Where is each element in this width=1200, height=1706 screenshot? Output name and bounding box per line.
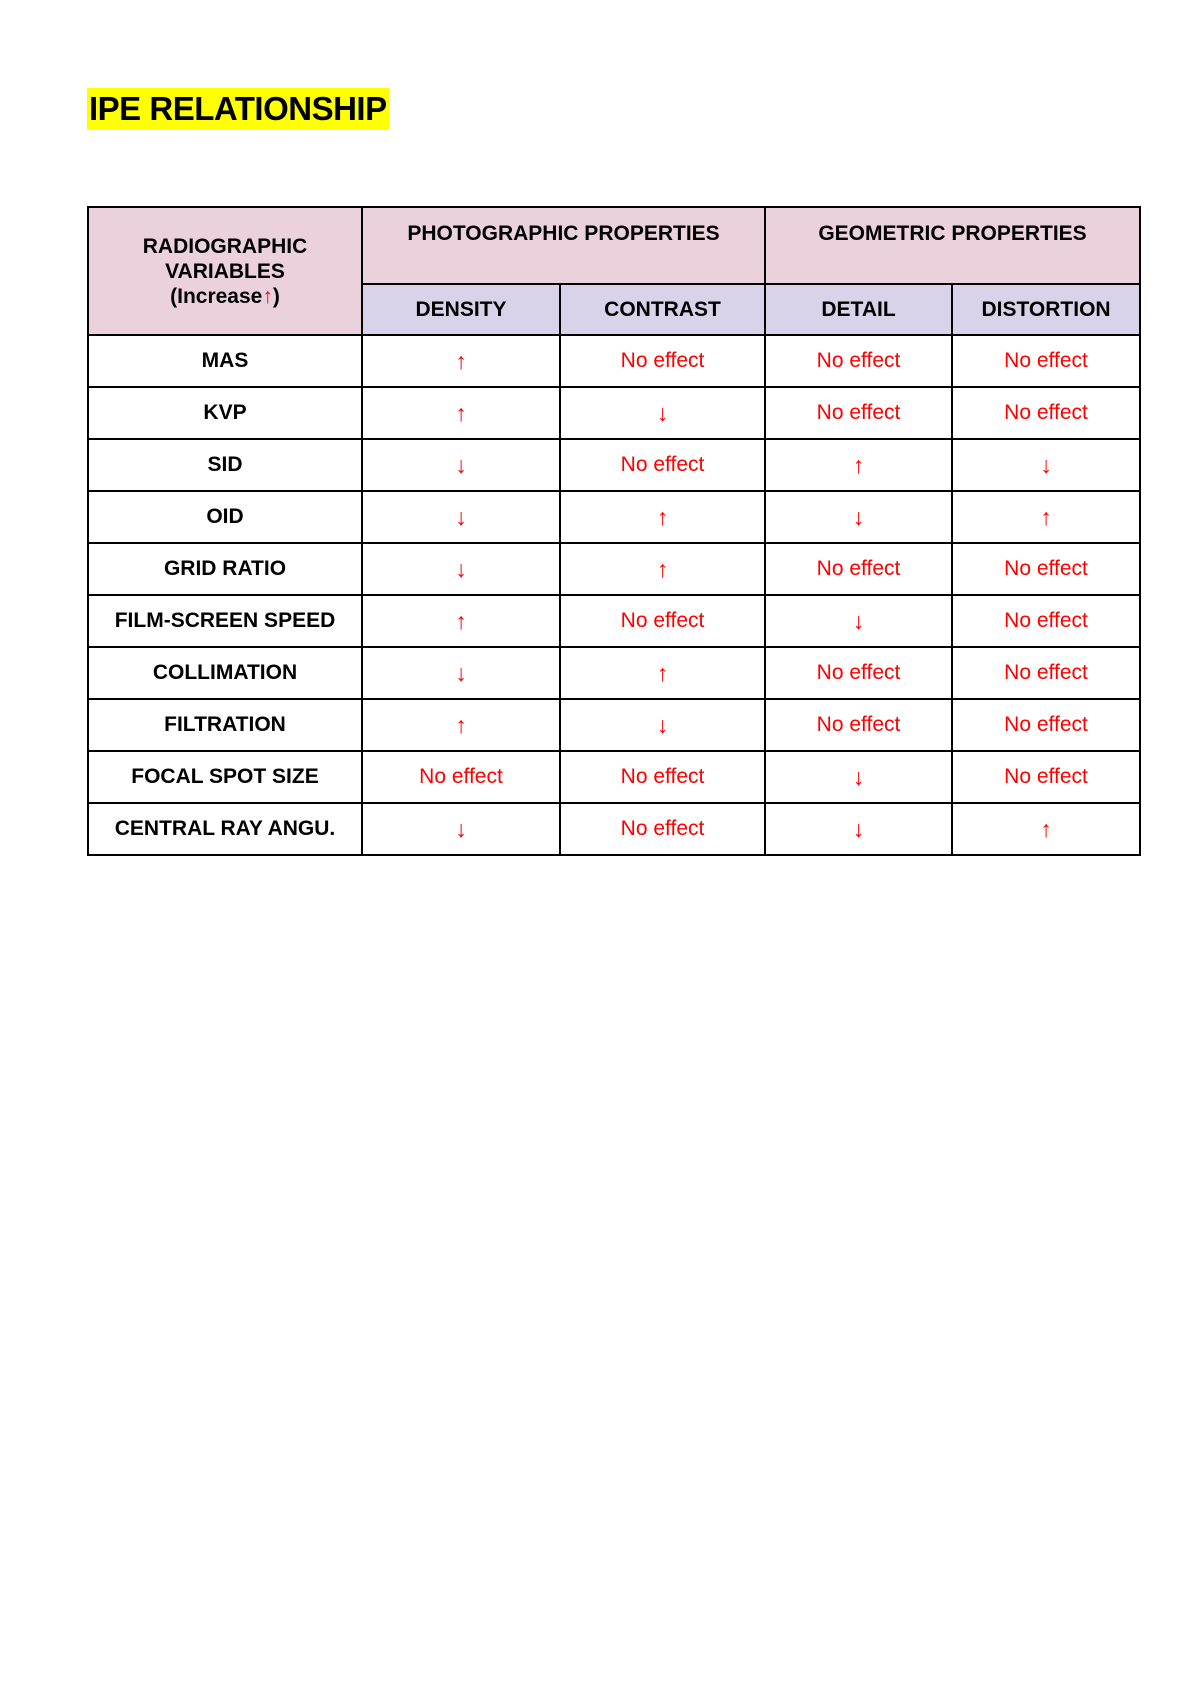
arrow-up-icon: ↑ xyxy=(656,659,669,686)
effect-text: No effect xyxy=(1004,401,1088,424)
variable-cell: FOCAL SPOT SIZE xyxy=(88,751,362,803)
arrow-up-icon: ↑ xyxy=(852,451,865,478)
distortion-effect-cell xyxy=(952,387,1140,439)
variable-cell: GRID RATIO xyxy=(88,543,362,595)
arrow-down-icon: ↓ xyxy=(455,503,467,530)
density-effect-cell xyxy=(362,387,560,439)
density-effect-cell xyxy=(362,491,560,543)
effect-text: No effect xyxy=(816,713,901,736)
table-row xyxy=(88,595,1140,647)
arrow-down-icon: ↓ xyxy=(455,659,467,686)
distortion-header: DISTORTION xyxy=(952,284,1140,335)
detail-header: DETAIL xyxy=(765,284,952,335)
variable-cell: COLLIMATION xyxy=(88,647,362,699)
header-var-line2: VARIABLES xyxy=(165,259,285,283)
detail-effect-cell xyxy=(765,491,952,543)
effect-text: No effect xyxy=(1004,661,1088,684)
contrast-effect-cell xyxy=(560,335,765,387)
detail-effect-cell xyxy=(765,543,952,595)
arrow-up-icon: ↑ xyxy=(1040,503,1052,530)
density-effect-cell xyxy=(362,543,560,595)
variable-cell: OID xyxy=(88,491,362,543)
page-title: IPE RELATIONSHIP xyxy=(87,88,389,130)
arrow-down-icon: ↓ xyxy=(455,555,467,582)
variable-cell: FILTRATION xyxy=(88,699,362,751)
table-row xyxy=(88,699,1140,751)
contrast-effect-cell xyxy=(560,595,765,647)
effect-text: No effect xyxy=(1004,713,1088,736)
detail-effect-cell xyxy=(765,699,952,751)
variable-cell: CENTRAL RAY ANGU. xyxy=(88,803,362,855)
contrast-effect-cell xyxy=(560,751,765,803)
detail-effect-cell xyxy=(765,647,952,699)
table-row xyxy=(88,803,1140,855)
arrow-down-icon: ↓ xyxy=(455,815,467,842)
distortion-effect-cell xyxy=(952,335,1140,387)
table-row xyxy=(88,543,1140,595)
radiographic-variables-header xyxy=(88,207,362,335)
density-effect-cell xyxy=(362,751,560,803)
detail-effect-cell xyxy=(765,751,952,803)
header-row-groups xyxy=(88,207,1140,284)
variable-cell: MAS xyxy=(88,335,362,387)
density-effect-cell xyxy=(362,439,560,491)
distortion-effect-cell xyxy=(952,439,1140,491)
contrast-effect-cell xyxy=(560,491,765,543)
table-row xyxy=(88,387,1140,439)
arrow-down-icon: ↓ xyxy=(656,711,669,738)
contrast-effect-cell xyxy=(560,803,765,855)
effect-text: No effect xyxy=(620,349,705,372)
header-var-line3-suffix: ) xyxy=(272,284,280,308)
density-effect-cell xyxy=(362,595,560,647)
effect-text: No effect xyxy=(620,765,705,788)
variable-cell: SID xyxy=(88,439,362,491)
effect-text: No effect xyxy=(1004,557,1088,580)
header-var-line3 xyxy=(89,284,361,309)
contrast-effect-cell xyxy=(560,647,765,699)
effect-text: No effect xyxy=(816,557,901,580)
distortion-effect-cell xyxy=(952,491,1140,543)
arrow-down-icon: ↓ xyxy=(455,451,467,478)
photographic-properties-header: PHOTOGRAPHIC PROPERTIES xyxy=(362,207,765,284)
header-var-line1: RADIOGRAPHIC xyxy=(142,234,308,258)
effect-text: No effect xyxy=(1004,609,1088,632)
header-var-line3-prefix: (Increase xyxy=(170,284,263,308)
effect-text: No effect xyxy=(620,609,705,632)
arrow-down-icon: ↓ xyxy=(656,399,669,426)
arrow-down-icon: ↓ xyxy=(852,763,865,790)
effect-text: No effect xyxy=(620,453,705,476)
effect-text: No effect xyxy=(419,765,503,788)
density-effect-cell xyxy=(362,699,560,751)
ipe-relationship-table xyxy=(87,206,1141,856)
arrow-down-icon: ↓ xyxy=(1040,451,1052,478)
contrast-header: CONTRAST xyxy=(560,284,765,335)
arrow-up-icon: ↑ xyxy=(656,503,669,530)
detail-effect-cell xyxy=(765,387,952,439)
distortion-effect-cell xyxy=(952,699,1140,751)
distortion-effect-cell xyxy=(952,595,1140,647)
effect-text: No effect xyxy=(1004,349,1088,372)
increase-arrow-icon: ↑ xyxy=(262,284,273,308)
arrow-up-icon: ↑ xyxy=(1040,815,1052,842)
detail-effect-cell xyxy=(765,335,952,387)
arrow-up-icon: ↑ xyxy=(455,607,467,634)
table-row xyxy=(88,335,1140,387)
detail-effect-cell xyxy=(765,595,952,647)
arrow-down-icon: ↓ xyxy=(852,607,865,634)
contrast-effect-cell xyxy=(560,439,765,491)
geometric-properties-header: GEOMETRIC PROPERTIES xyxy=(765,207,1140,284)
arrow-up-icon: ↑ xyxy=(455,399,467,426)
arrow-down-icon: ↓ xyxy=(852,503,865,530)
density-header: DENSITY xyxy=(362,284,560,335)
effect-text: No effect xyxy=(816,661,901,684)
effect-text: No effect xyxy=(1004,765,1088,788)
arrow-down-icon: ↓ xyxy=(852,815,865,842)
detail-effect-cell xyxy=(765,803,952,855)
contrast-effect-cell xyxy=(560,387,765,439)
table-row xyxy=(88,647,1140,699)
arrow-up-icon: ↑ xyxy=(656,555,669,582)
variable-cell: FILM-SCREEN SPEED xyxy=(88,595,362,647)
detail-effect-cell xyxy=(765,439,952,491)
table-row xyxy=(88,439,1140,491)
density-effect-cell xyxy=(362,803,560,855)
distortion-effect-cell xyxy=(952,647,1140,699)
effect-text: No effect xyxy=(816,401,901,424)
arrow-up-icon: ↑ xyxy=(455,711,467,738)
arrow-up-icon: ↑ xyxy=(455,347,467,374)
effect-text: No effect xyxy=(620,817,705,840)
effect-text: No effect xyxy=(816,349,901,372)
contrast-effect-cell xyxy=(560,699,765,751)
table-row xyxy=(88,491,1140,543)
distortion-effect-cell xyxy=(952,803,1140,855)
distortion-effect-cell xyxy=(952,543,1140,595)
table-row xyxy=(88,751,1140,803)
density-effect-cell xyxy=(362,647,560,699)
distortion-effect-cell xyxy=(952,751,1140,803)
contrast-effect-cell xyxy=(560,543,765,595)
variable-cell: KVP xyxy=(88,387,362,439)
density-effect-cell xyxy=(362,335,560,387)
